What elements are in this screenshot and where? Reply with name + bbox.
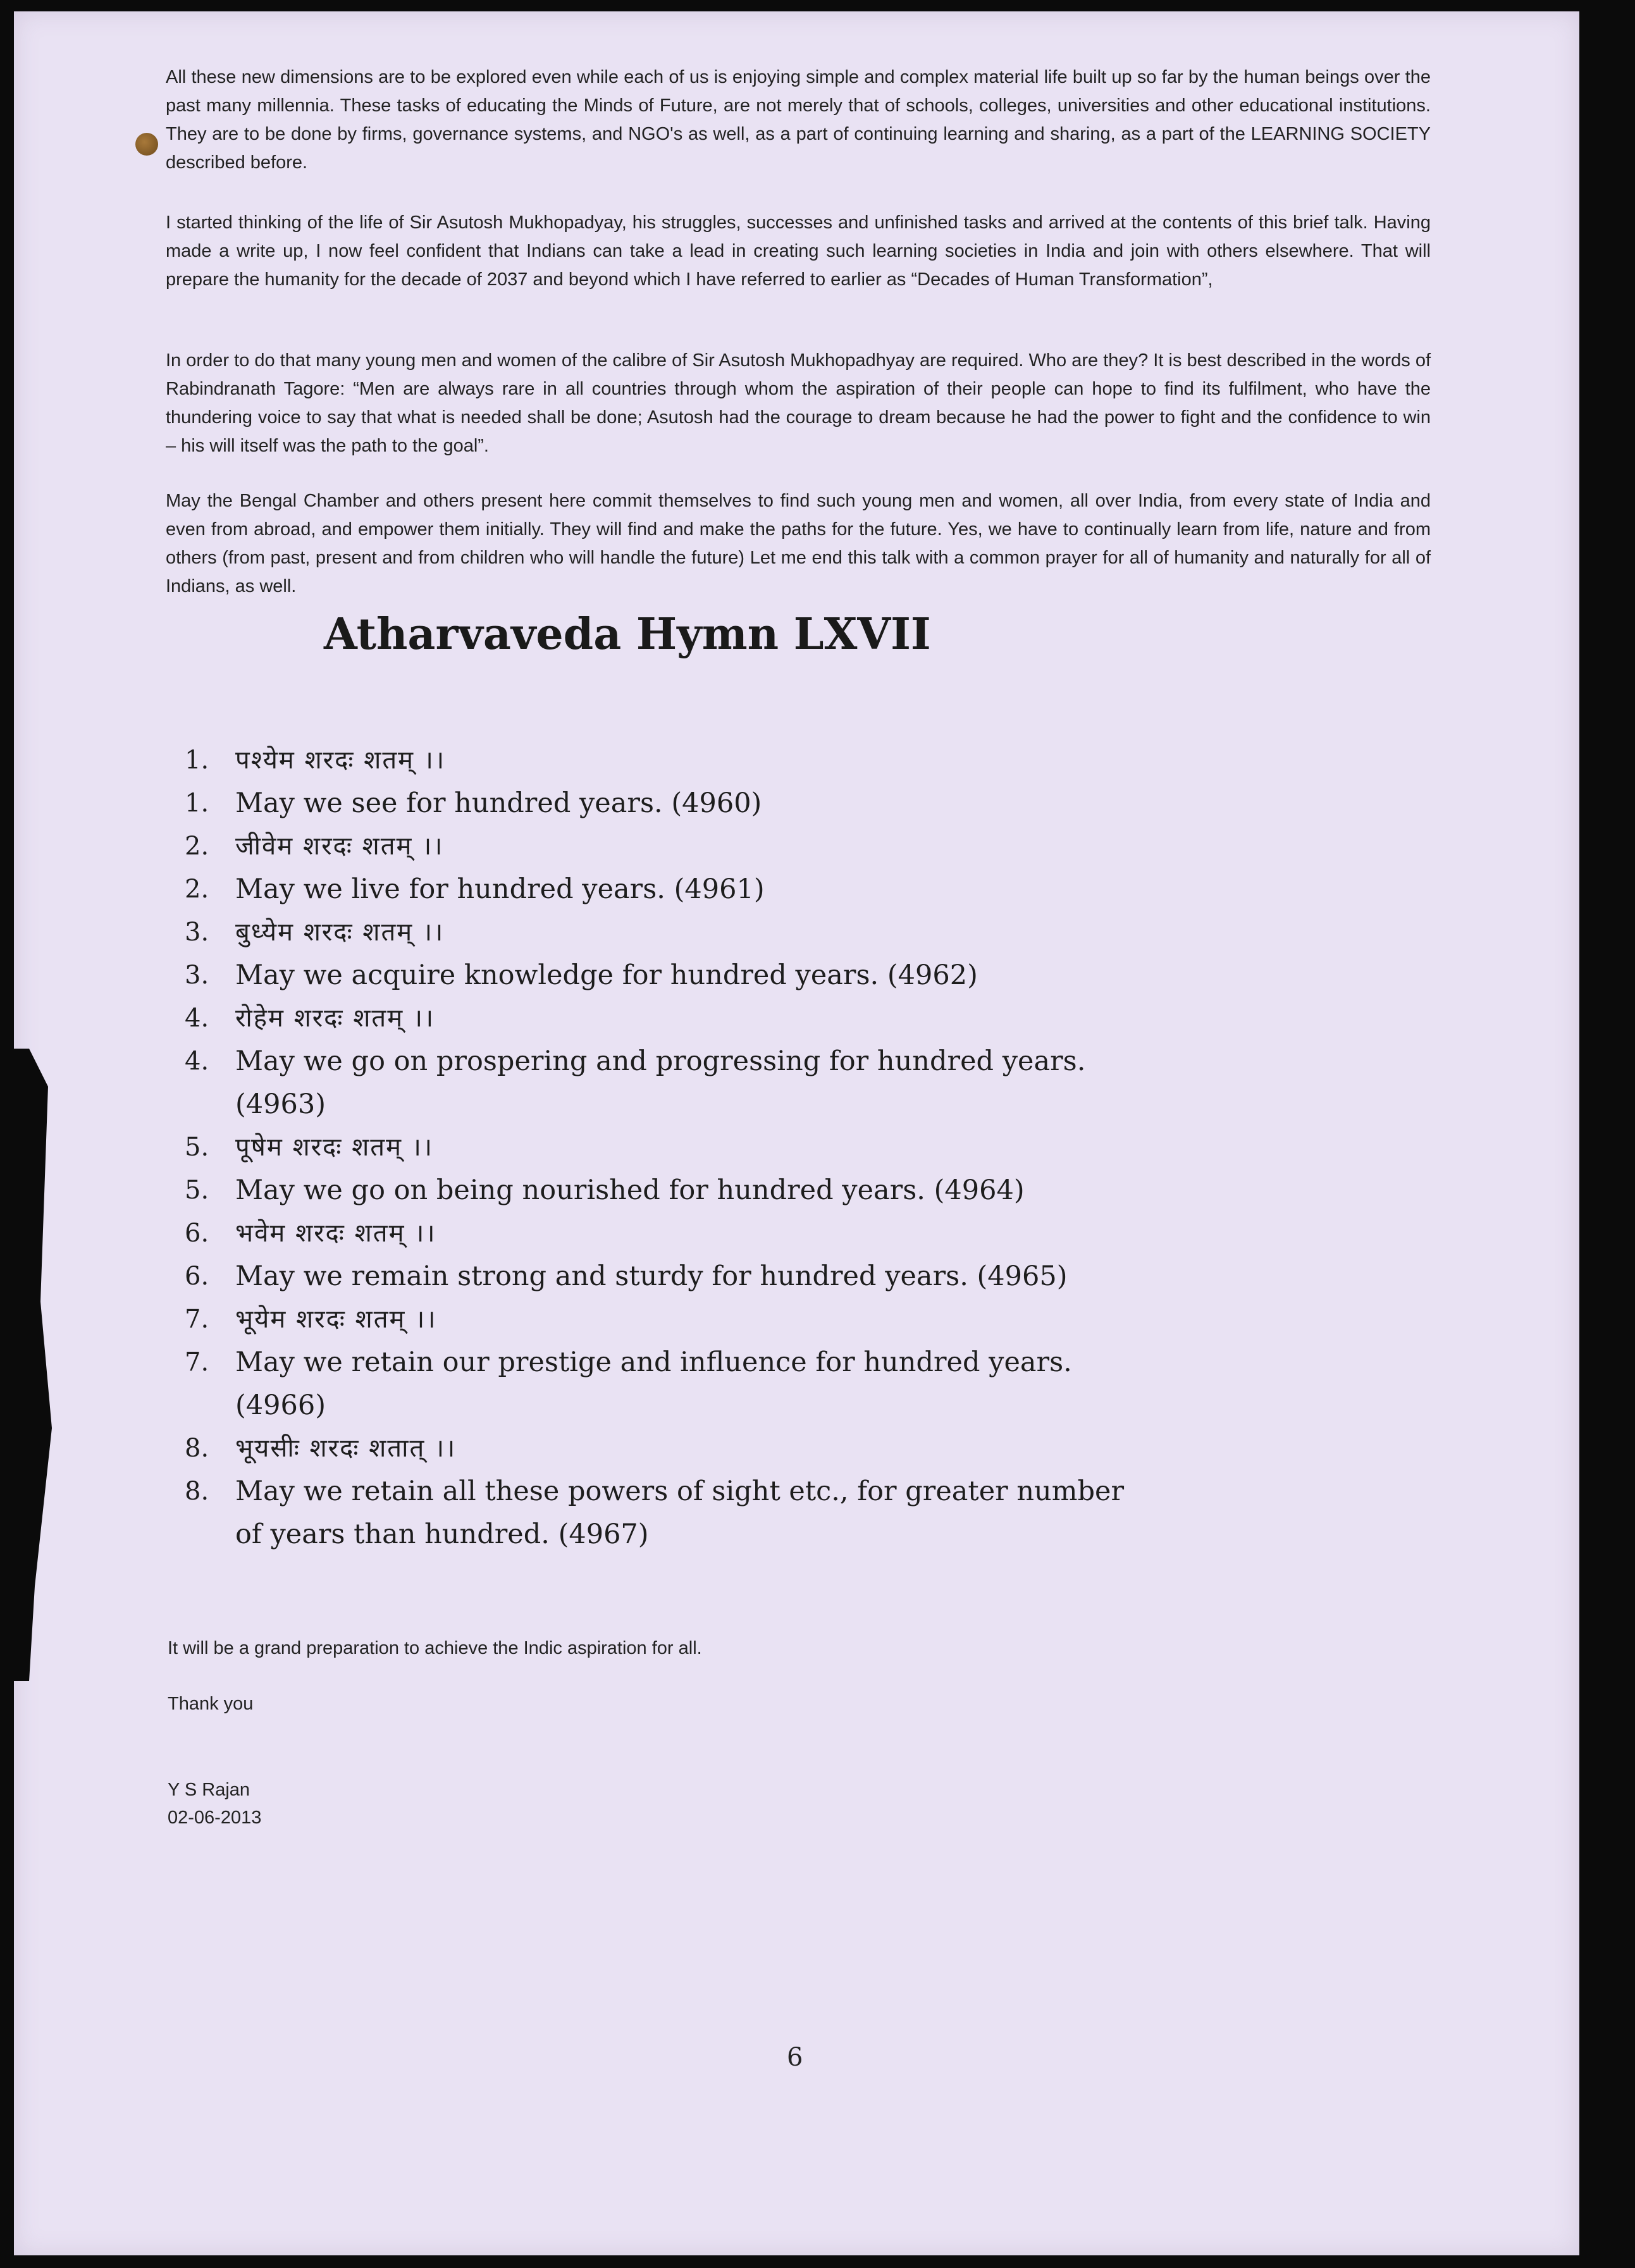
thank-you-text: Thank you [168,1694,254,1714]
hymn-line-number: 4. [185,1004,209,1033]
hymn-line-number: 2. [185,832,209,861]
hymn-line [185,911,1133,954]
hymn-list [185,739,1133,1556]
hymn-english-text: May we retain all these powers of sight etc., for greater number of years than hundred. (4967) [235,1476,1125,1550]
hymn-english-text: May we go on being nourished for hundred years. (4964) [235,1174,1025,1206]
hymn-sanskrit-text: भूयसीः शरदः शतात् ।। [235,1434,457,1463]
hymn-sanskrit-text: पश्येम शरदः शतम् ।। [235,746,446,775]
hymn-line-number: 7. [185,1348,209,1377]
hymn-sanskrit-text: पूषेम शरदः शतम् ।। [235,1133,434,1162]
paragraph-asutosh: I started thinking of the life of Sir Asutosh Mukhopadyay, his struggles, successes and unfinished tasks and arrived at the contents of this brief talk. Having made a write up, I now feel confident that Indians can take a lead in creating such learning societies in India and join with others elsewhere. That will prepare the humanity for the decade of 2037 and beyond which I have referred to earlier as “Decades of Human Transformation”, [166,213,1431,290]
hymn-line-number: 1. [185,789,209,818]
hymn-sanskrit-text: भूयेम शरदः शतम् ।। [235,1305,437,1334]
hymn-sanskrit-text: भवेम शरदः शतम् ।। [235,1219,436,1248]
hymn-line [185,1040,1133,1126]
hymn-line [185,1341,1133,1427]
hymn-line [185,954,1133,997]
hymn-line [185,1298,1133,1341]
page-number: 6 [787,2043,803,2072]
paragraph-prayer: May the Bengal Chamber and others present here commit themselves to find such young men and women, all over India, from every state of India and even from abroad, and empower them initially. They will find and make the paths for the future. Yes, we have to continually learn from life, nature and from others (from past, present and from children who will handle the future) Let me end this talk with a common prayer for all of humanity and naturally for all of Indians, as well. [166,491,1431,596]
hymn-line [185,1212,1133,1255]
hymn-line-number: 4. [185,1047,209,1076]
hymn-line [185,1470,1133,1556]
hymn-title: Atharvaveda Hymn LXVII [324,609,931,660]
hymn-english-text: May we live for hundred years. (4961) [235,873,765,905]
hymn-line-number: 2. [185,875,209,904]
hymn-line-number: 1. [185,746,209,775]
paragraph-tagore-quote: In order to do that many young men and women of the calibre of Sir Asutosh Mukhopadhyay are required. Who are they? It is best described in the words of Rabindranath Tagore: “Men are always rare in all countries through whom the aspiration of their people can hope to find its fulfilment, who have the thundering voice to say that what is needed shall be done; Asutosh had the courage to dream because he had the power to fight and the confidence to win – his will itself was the path to the goal”. [166,350,1431,456]
hymn-line [185,825,1133,868]
hymn-line-number: 3. [185,961,209,990]
hymn-line-number: 6. [185,1219,209,1248]
punch-hole-mark [135,133,158,156]
hymn-line [185,1255,1133,1298]
paragraph-intro: All these new dimensions are to be explored even while each of us is enjoying simple and complex material life built up so far by the human beings over the past many millennia. These tasks of educating the Minds of Future, are not merely that of schools, colleges, universities and other educational institutions. They are to be done by firms, governance systems, and NGO's as well, as a part of continuing learning and sharing, as a part of the LEARNING SOCIETY described before. [166,67,1431,173]
torn-edge [14,1049,52,1681]
hymn-line [185,868,1133,911]
hymn-line [185,997,1133,1040]
hymn-line-number: 6. [185,1262,209,1291]
hymn-english-text: May we go on prospering and progressing for hundred years. (4963) [235,1045,1086,1120]
hymn-sanskrit-text: जीवेम शरदः शतम् ।। [235,832,444,861]
hymn-line-number: 5. [185,1133,209,1162]
hymn-line-number: 7. [185,1305,209,1334]
hymn-english-text: May we see for hundred years. (4960) [235,787,762,819]
hymn-line-number: 8. [185,1434,209,1463]
hymn-line [185,1126,1133,1169]
hymn-line [185,1169,1133,1212]
hymn-line [185,1427,1133,1470]
closing-statement: It will be a grand preparation to achieve the Indic aspiration for all. [168,1638,702,1658]
hymn-line [185,782,1133,825]
hymn-sanskrit-text: बुध्येम शरदः शतम् ।। [235,918,445,947]
document-page [14,11,1579,2255]
document-date: 02-06-2013 [168,1808,262,1828]
hymn-line-number: 3. [185,918,209,947]
hymn-english-text: May we retain our prestige and influence for hundred years. (4966) [235,1347,1072,1421]
hymn-english-text: May we acquire knowledge for hundred years. (4962) [235,959,978,991]
hymn-sanskrit-text: रोहेम शरदः शतम् ।। [235,1004,435,1033]
hymn-line-number: 8. [185,1477,209,1506]
hymn-english-text: May we remain strong and sturdy for hundred years. (4965) [235,1260,1068,1292]
hymn-line-number: 5. [185,1176,209,1205]
author-name: Y S Rajan [168,1780,250,1800]
hymn-line [185,739,1133,782]
